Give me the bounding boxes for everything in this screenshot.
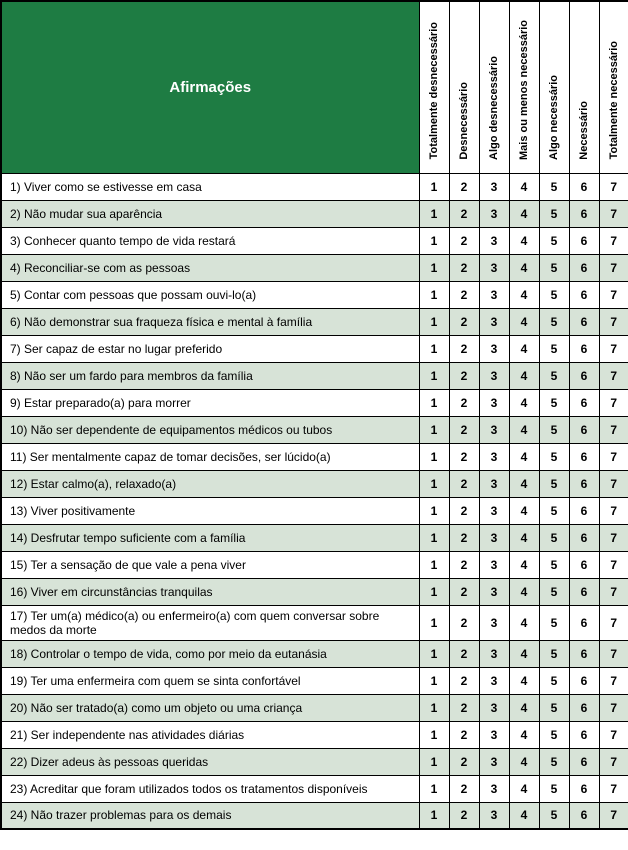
rating-cell-7[interactable]: 7 [599,605,628,640]
rating-cell-2[interactable]: 2 [449,200,479,227]
rating-cell-3[interactable]: 3 [479,748,509,775]
table-row [1,200,628,227]
rating-cell-7[interactable]: 7 [599,173,628,200]
rating-cell-7[interactable]: 7 [599,308,628,335]
table-row [1,667,628,694]
rating-cell-2[interactable]: 2 [449,389,479,416]
rating-cell-5[interactable]: 5 [539,470,569,497]
rating-cell-1[interactable]: 1 [419,578,449,605]
rating-cell-6[interactable]: 6 [569,362,599,389]
table-row [1,775,628,802]
rating-cell-5[interactable]: 5 [539,335,569,362]
table-row [1,748,628,775]
rating-cell-2[interactable]: 2 [449,551,479,578]
rating-cell-7[interactable]: 7 [599,775,628,802]
table-row [1,281,628,308]
column-header-3 [479,1,509,173]
rating-cell-7[interactable]: 7 [599,389,628,416]
rating-cell-7[interactable]: 7 [599,416,628,443]
statement-label: 15) Ter a sensação de que vale a pena viver [1,551,419,578]
rating-cell-4[interactable]: 4 [509,416,539,443]
rating-cell-3[interactable]: 3 [479,524,509,551]
rating-cell-6[interactable]: 6 [569,281,599,308]
rating-cell-7[interactable]: 7 [599,667,628,694]
rating-cell-2[interactable]: 2 [449,775,479,802]
rating-cell-2[interactable]: 2 [449,254,479,281]
rating-cell-4[interactable]: 4 [509,640,539,667]
rating-cell-2[interactable]: 2 [449,721,479,748]
rating-cell-2[interactable]: 2 [449,362,479,389]
rating-cell-7[interactable]: 7 [599,578,628,605]
rating-cell-4[interactable]: 4 [509,362,539,389]
rating-cell-5[interactable]: 5 [539,605,569,640]
rating-cell-4[interactable]: 4 [509,254,539,281]
rating-cell-4[interactable]: 4 [509,281,539,308]
rating-cell-6[interactable]: 6 [569,775,599,802]
table-row [1,335,628,362]
rating-cell-3[interactable]: 3 [479,443,509,470]
rating-cell-4[interactable]: 4 [509,605,539,640]
rating-cell-4[interactable]: 4 [509,721,539,748]
table-row [1,308,628,335]
rating-cell-2[interactable]: 2 [449,667,479,694]
rating-cell-4[interactable]: 4 [509,578,539,605]
statement-label: 13) Viver positivamente [1,497,419,524]
rating-cell-7[interactable]: 7 [599,694,628,721]
rating-cell-3[interactable]: 3 [479,802,509,829]
rating-cell-6[interactable]: 6 [569,497,599,524]
statement-label: 4) Reconciliar-se com as pessoas [1,254,419,281]
statement-label: 5) Contar com pessoas que possam ouvi-lo(a) [1,281,419,308]
rating-cell-3[interactable]: 3 [479,173,509,200]
rating-cell-7[interactable]: 7 [599,721,628,748]
statement-label: 7) Ser capaz de estar no lugar preferido [1,335,419,362]
rating-cell-5[interactable]: 5 [539,640,569,667]
rating-cell-5[interactable]: 5 [539,281,569,308]
rating-cell-3[interactable]: 3 [479,497,509,524]
rating-cell-5[interactable]: 5 [539,389,569,416]
rating-cell-3[interactable]: 3 [479,200,509,227]
rating-cell-2[interactable]: 2 [449,605,479,640]
rating-cell-1[interactable]: 1 [419,254,449,281]
rating-cell-4[interactable]: 4 [509,551,539,578]
statement-label: 20) Não ser tratado(a) como um objeto ou uma criança [1,694,419,721]
rating-cell-1[interactable]: 1 [419,721,449,748]
rating-cell-4[interactable]: 4 [509,173,539,200]
rating-cell-7[interactable]: 7 [599,640,628,667]
rating-cell-5[interactable]: 5 [539,694,569,721]
table-row [1,389,628,416]
rating-cell-2[interactable]: 2 [449,748,479,775]
rating-cell-7[interactable]: 7 [599,362,628,389]
rating-cell-7[interactable]: 7 [599,281,628,308]
rating-cell-1[interactable]: 1 [419,389,449,416]
rating-cell-5[interactable]: 5 [539,748,569,775]
rating-cell-4[interactable]: 4 [509,748,539,775]
table-row [1,254,628,281]
header-row [1,1,628,173]
rating-cell-5[interactable]: 5 [539,775,569,802]
table-row [1,802,628,829]
table-row [1,443,628,470]
rating-cell-3[interactable]: 3 [479,281,509,308]
rating-cell-2[interactable]: 2 [449,443,479,470]
statements-body [1,173,628,829]
rating-cell-2[interactable]: 2 [449,173,479,200]
rating-cell-2[interactable]: 2 [449,416,479,443]
rating-cell-1[interactable]: 1 [419,694,449,721]
rating-cell-1[interactable]: 1 [419,524,449,551]
rating-cell-1[interactable]: 1 [419,640,449,667]
rating-cell-5[interactable]: 5 [539,173,569,200]
rating-cell-4[interactable]: 4 [509,694,539,721]
rating-cell-2[interactable]: 2 [449,497,479,524]
rating-cell-6[interactable]: 6 [569,551,599,578]
rating-cell-3[interactable]: 3 [479,416,509,443]
statement-label: 16) Viver em circunstâncias tranquilas [1,578,419,605]
rating-cell-7[interactable]: 7 [599,254,628,281]
rating-cell-6[interactable]: 6 [569,721,599,748]
statement-label: 19) Ter uma enfermeira com quem se sinta confortável [1,667,419,694]
rating-cell-3[interactable]: 3 [479,721,509,748]
rating-cell-3[interactable]: 3 [479,470,509,497]
column-header-label: Necessário [577,100,590,160]
column-header-label: Totalmente necessário [607,41,620,160]
rating-cell-6[interactable]: 6 [569,748,599,775]
rating-cell-6[interactable]: 6 [569,443,599,470]
statement-label: 1) Viver como se estivesse em casa [1,173,419,200]
rating-cell-4[interactable]: 4 [509,524,539,551]
rating-cell-3[interactable]: 3 [479,389,509,416]
rating-cell-3[interactable]: 3 [479,605,509,640]
rating-cell-1[interactable]: 1 [419,281,449,308]
rating-cell-4[interactable]: 4 [509,308,539,335]
column-header-label: Algo necessário [547,74,560,160]
rating-cell-6[interactable]: 6 [569,200,599,227]
column-header-4 [509,1,539,173]
rating-cell-2[interactable]: 2 [449,802,479,829]
rating-cell-1[interactable]: 1 [419,362,449,389]
rating-cell-1[interactable]: 1 [419,173,449,200]
rating-cell-3[interactable]: 3 [479,308,509,335]
rating-cell-6[interactable]: 6 [569,308,599,335]
rating-cell-2[interactable]: 2 [449,694,479,721]
column-header-5 [539,1,569,173]
column-header-1 [419,1,449,173]
rating-cell-2[interactable]: 2 [449,227,479,254]
rating-cell-5[interactable]: 5 [539,254,569,281]
rating-cell-5[interactable]: 5 [539,802,569,829]
column-header-6 [569,1,599,173]
statement-label: 3) Conhecer quanto tempo de vida restará [1,227,419,254]
rating-cell-5[interactable]: 5 [539,308,569,335]
rating-cell-3[interactable]: 3 [479,578,509,605]
statement-label: 9) Estar preparado(a) para morrer [1,389,419,416]
rating-cell-4[interactable]: 4 [509,470,539,497]
statement-label: 10) Não ser dependente de equipamentos médicos ou tubos [1,416,419,443]
rating-cell-5[interactable]: 5 [539,551,569,578]
table-row [1,362,628,389]
rating-cell-5[interactable]: 5 [539,443,569,470]
rating-cell-7[interactable]: 7 [599,551,628,578]
table-row [1,497,628,524]
rating-cell-7[interactable]: 7 [599,443,628,470]
rating-cell-6[interactable]: 6 [569,605,599,640]
rating-cell-7[interactable]: 7 [599,470,628,497]
rating-cell-2[interactable]: 2 [449,308,479,335]
rating-cell-5[interactable]: 5 [539,227,569,254]
table-row [1,640,628,667]
rating-cell-1[interactable]: 1 [419,416,449,443]
column-header-label: Algo desnecessário [487,55,500,160]
rating-cell-1[interactable]: 1 [419,308,449,335]
rating-cell-2[interactable]: 2 [449,281,479,308]
rating-cell-6[interactable]: 6 [569,640,599,667]
rating-cell-4[interactable]: 4 [509,335,539,362]
statements-header: Afirmações [1,1,419,173]
rating-cell-3[interactable]: 3 [479,254,509,281]
rating-cell-4[interactable]: 4 [509,443,539,470]
rating-cell-4[interactable]: 4 [509,200,539,227]
rating-cell-5[interactable]: 5 [539,667,569,694]
rating-cell-6[interactable]: 6 [569,667,599,694]
rating-cell-1[interactable]: 1 [419,667,449,694]
rating-cell-4[interactable]: 4 [509,389,539,416]
table-row [1,416,628,443]
column-header-2 [449,1,479,173]
rating-cell-6[interactable]: 6 [569,694,599,721]
rating-cell-1[interactable]: 1 [419,605,449,640]
statement-label: 24) Não trazer problemas para os demais [1,802,419,829]
statement-label: 14) Desfrutar tempo suficiente com a família [1,524,419,551]
rating-cell-5[interactable]: 5 [539,497,569,524]
statement-label: 18) Controlar o tempo de vida, como por meio da eutanásia [1,640,419,667]
rating-cell-5[interactable]: 5 [539,524,569,551]
table-row [1,694,628,721]
rating-cell-5[interactable]: 5 [539,200,569,227]
rating-cell-7[interactable]: 7 [599,524,628,551]
column-header-7 [599,1,628,173]
rating-cell-6[interactable]: 6 [569,173,599,200]
rating-cell-5[interactable]: 5 [539,416,569,443]
rating-cell-2[interactable]: 2 [449,640,479,667]
rating-cell-6[interactable]: 6 [569,524,599,551]
rating-cell-1[interactable]: 1 [419,497,449,524]
rating-cell-6[interactable]: 6 [569,389,599,416]
table-row [1,173,628,200]
table-row [1,524,628,551]
rating-cell-7[interactable]: 7 [599,748,628,775]
table-row [1,470,628,497]
statement-label: 8) Não ser um fardo para membros da família [1,362,419,389]
rating-cell-1[interactable]: 1 [419,775,449,802]
rating-cell-1[interactable]: 1 [419,551,449,578]
rating-cell-6[interactable]: 6 [569,802,599,829]
rating-cell-4[interactable]: 4 [509,497,539,524]
rating-cell-3[interactable]: 3 [479,640,509,667]
rating-cell-5[interactable]: 5 [539,362,569,389]
rating-cell-4[interactable]: 4 [509,227,539,254]
statement-label: 22) Dizer adeus às pessoas queridas [1,748,419,775]
rating-cell-7[interactable]: 7 [599,335,628,362]
table-row [1,605,628,640]
statement-label: 6) Não demonstrar sua fraqueza física e mental à família [1,308,419,335]
statement-label: 12) Estar calmo(a), relaxado(a) [1,470,419,497]
rating-cell-1[interactable]: 1 [419,443,449,470]
rating-cell-1[interactable]: 1 [419,200,449,227]
rating-cell-1[interactable]: 1 [419,802,449,829]
rating-cell-3[interactable]: 3 [479,551,509,578]
rating-cell-6[interactable]: 6 [569,416,599,443]
rating-cell-5[interactable]: 5 [539,578,569,605]
rating-cell-4[interactable]: 4 [509,667,539,694]
statement-label: 17) Ter um(a) médico(a) ou enfermeiro(a) com quem conversar sobre medos da morte [1,605,419,640]
rating-cell-1[interactable]: 1 [419,227,449,254]
rating-cell-3[interactable]: 3 [479,775,509,802]
rating-cell-6[interactable]: 6 [569,578,599,605]
rating-cell-6[interactable]: 6 [569,254,599,281]
rating-cell-3[interactable]: 3 [479,694,509,721]
rating-cell-7[interactable]: 7 [599,200,628,227]
rating-cell-2[interactable]: 2 [449,335,479,362]
rating-cell-3[interactable]: 3 [479,362,509,389]
statement-label: 11) Ser mentalmente capaz de tomar decisões, ser lúcido(a) [1,443,419,470]
rating-cell-1[interactable]: 1 [419,335,449,362]
rating-cell-4[interactable]: 4 [509,775,539,802]
table-row [1,578,628,605]
table-row [1,227,628,254]
rating-cell-2[interactable]: 2 [449,470,479,497]
statement-label: 23) Acreditar que foram utilizados todos os tratamentos disponíveis [1,775,419,802]
rating-cell-3[interactable]: 3 [479,227,509,254]
rating-cell-2[interactable]: 2 [449,524,479,551]
rating-cell-6[interactable]: 6 [569,335,599,362]
column-header-label: Desnecessário [457,81,470,160]
rating-cell-3[interactable]: 3 [479,335,509,362]
column-header-label: Mais ou menos necessário [517,19,530,160]
table-row [1,551,628,578]
rating-cell-3[interactable]: 3 [479,667,509,694]
rating-cell-1[interactable]: 1 [419,748,449,775]
rating-cell-7[interactable]: 7 [599,227,628,254]
rating-cell-1[interactable]: 1 [419,470,449,497]
rating-cell-2[interactable]: 2 [449,578,479,605]
rating-cell-6[interactable]: 6 [569,470,599,497]
rating-cell-5[interactable]: 5 [539,721,569,748]
rating-cell-6[interactable]: 6 [569,227,599,254]
statement-label: 21) Ser independente nas atividades diárias [1,721,419,748]
table-row [1,721,628,748]
column-header-label: Totalmente desnecessário [427,22,440,160]
rating-cell-7[interactable]: 7 [599,497,628,524]
rating-cell-7[interactable]: 7 [599,802,628,829]
rating-cell-4[interactable]: 4 [509,802,539,829]
statement-label: 2) Não mudar sua aparência [1,200,419,227]
